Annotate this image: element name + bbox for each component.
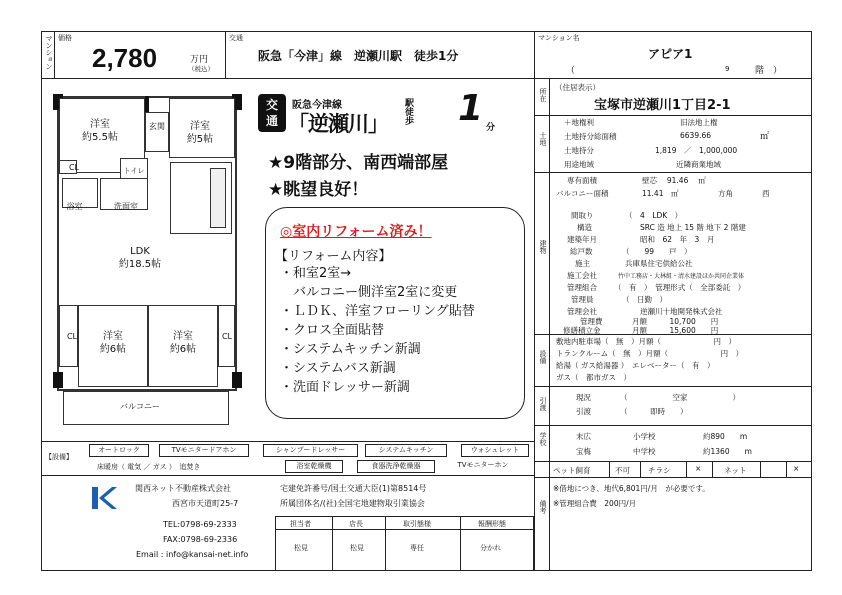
units: （ 99 戸 ） [622,247,692,256]
location-label: 所在 [539,88,547,102]
company-association: 所属団体名/(社)全国宅地建物取引業協会 [280,499,425,508]
pet-value: 不可 [615,466,630,475]
net-label: ネット [724,466,747,475]
built-label: 建築年月 [567,235,597,244]
room-balcony: バルコニー [120,402,160,411]
land-label: 土地 [539,132,547,146]
mansion-name-label: マンション名 [538,34,580,42]
remark-2: ※管理組合費 200円/月 [553,499,637,508]
room-ldk: LDK 約18.5帖 [118,246,162,270]
floor-number: 9 [725,65,730,73]
exclusive-area: 壁芯 91.46 ㎡ [642,176,706,185]
location-note: （住居表示） [555,83,600,92]
status: （ 空家 ） [620,393,740,402]
reform-item: ・クロス全面貼替 [280,323,385,338]
room-western-a: 洋室 約5.5帖 [82,119,118,143]
staff-header: 店長 [349,520,363,528]
builder: 竹中工務店・大林組・清水建設ほか共同企業体 [618,273,745,280]
land-share-label: 土地持分 [564,146,594,155]
net-value: × [793,464,800,473]
station-quote: 「逆瀬川」 [288,112,388,136]
reform-items [280,264,475,397]
direction-label: 方角 [718,189,733,198]
equip-shampoo: シャンプードレッサー [263,444,358,457]
facility-hotwater: 給湯（ ガス給湯器 ） エレベーター（ 有 ） [556,361,715,370]
equip-autolock: オートロック [89,444,149,457]
status-label: 現況 [576,393,591,402]
mgmt-staff-label: 管理員 [571,295,594,304]
land-share: 1,819 ／ 1,000,000 [655,146,738,155]
remarks-label: 備考 [539,500,547,514]
price-label: 価格 [58,34,72,42]
from-station: 駅徒歩 [403,98,413,125]
land-rights-label: ＋地権利 [564,118,594,127]
room-western-d: 洋室 約6帖 [169,331,197,355]
structure-label: 構造 [577,223,592,232]
equip-floor-heating: 床暖房（ 電気 ／ ガス ） 追焚き [97,463,201,471]
reform-item: バルコニー側洋室2室に変更 [280,285,458,300]
pet-label: ペット飼育 [553,466,591,475]
handover-time: （ 即時 ） [620,407,688,416]
price-tax: （税込） [188,65,214,73]
floor-close: 階 ） [755,66,783,76]
staff-value: 松見 [350,544,364,552]
flyer-value: × [695,464,702,473]
junior-school: 宝梅 [576,447,591,456]
staff-value: 分かれ [480,544,501,552]
room-cl2: CL [66,332,78,341]
reform-item: ・システムキッチン新調 [280,342,421,357]
staff-value: 専任 [410,544,424,552]
company-license: 宅建免許番号/国土交通大臣(1)第8514号 [280,484,427,493]
transport-badge [258,94,286,132]
feature-1: ★9階部分、南西端部屋 [268,153,449,173]
elem-distance: 約890 m [703,432,748,441]
company-logo [90,484,118,512]
price-value: 2,780 [92,43,158,73]
room-toilet: トイレ [123,167,145,175]
equip-tv-phone: TVモニターホン [457,461,509,469]
staff-value: 松見 [294,544,308,552]
remark-1: ※借地につき、地代6,801円/月 が必要です。 [553,484,710,493]
location-value: 宝塚市逆瀬川1丁目2-1 [594,98,731,113]
structure: SRC 造 地上 15 階 地下 2 階建 [640,223,746,232]
mgmt-fee-label: 管理費 [580,317,603,326]
land-area-label: 土地持分総面積 [564,132,617,141]
mgmt-staff: （ 日勤 ） [622,295,667,304]
walk-minutes: 1 [458,88,484,129]
zoning-label: 用途地域 [564,160,594,169]
equip-kitchen: システムキッチン [365,444,447,457]
facility-trunk: トランクルーム（ 無 ）月額（ 円 ） [556,349,744,358]
company-address: 西宮市天道町25-7 [172,499,239,508]
reform-item: ・和室2室→ [280,266,352,281]
room-cl1: CL [68,163,80,172]
mgmt-form-label: 管理組合 [567,283,597,292]
walk-unit: 分 [486,123,496,133]
land-rights: 旧法地上権 [680,118,718,127]
layout: （ 4 LDK ） [625,211,683,220]
handover-label: 引渡 [539,397,547,411]
room-bath: 浴室 [66,202,83,211]
badge-top: 交 [265,98,278,112]
land-area-unit: ㎡ [760,132,770,142]
building-label: 建物 [539,240,547,254]
staff-header: 報酬形態 [478,520,506,528]
mgmt-company-label: 管理会社 [567,307,597,316]
room-entrance: 玄関 [149,122,165,131]
handover-time-label: 引渡 [576,407,591,416]
seller-label: 施主 [575,259,590,268]
reform-header: 【リフォーム内容】 [275,249,392,264]
flyer-label: チラシ [648,466,671,475]
elem-type: 小学校 [633,432,656,441]
facility-parking: 敷地内駐車場（ 無 ）月額（ 円 ） [556,337,736,346]
company-name: 関西ネット不動産株式会社 [135,484,231,493]
facility-label: 設備 [539,350,547,364]
repair-fund-label: 修繕積立金 [563,326,601,335]
junior-distance: 約1360 m [703,447,752,456]
layout-label: 間取り [571,211,594,220]
room-western-c: 洋室 約6帖 [99,331,127,355]
room-western-b: 洋室 約5帖 [186,121,214,145]
equipment-label: 【設備】 [45,453,73,461]
reform-item: ・ＬＤＫ、洋室フローリング貼替 [280,304,475,319]
balcony-area: 11.41 ㎡ [642,189,679,198]
builder-label: 施工会社 [567,271,597,280]
price-unit: 万円 [190,55,209,65]
badge-bottom: 通 [265,114,278,128]
mgmt-company: 逆瀬川十地開発株式会社 [640,307,723,316]
balcony-area-label: バルコニー面積 [556,189,609,198]
zoning: 近隣商業地域 [676,160,721,169]
room-washroom: 洗面室 [114,202,138,211]
exclusive-area-label: 専有面積 [567,176,597,185]
equip-dishwasher: 食器洗浄乾燥器 [357,460,435,473]
line-name: 阪急今津線 [292,100,342,111]
equip-bath-dryer: 浴室乾燥機 [285,460,343,473]
floor-open: （ [566,66,576,76]
company-email: Email : info@kansai-net.info [136,550,249,559]
mansion-vertical-label: マンション [45,35,53,70]
seller: 兵庫県住宅供給公社 [625,259,693,268]
school-label: 学校 [539,432,547,446]
transport-label: 交通 [229,34,243,42]
facility-gas: ガス（ 都市ガス ） [556,373,631,382]
room-cl3: CL [221,332,233,341]
repair-fund: 月額 15,600 円 [632,326,719,335]
built: 昭和 62 年 3 月 [640,235,715,244]
mgmt-fee: 月額 10,700 円 [632,317,719,326]
company-tel: TEL:0798-69-2333 [163,520,237,529]
mgmt-form: （ 有 ） 管理形式（ 全部委託 ） [614,283,746,292]
staff-header: 取引態様 [403,520,431,528]
reform-title: ◎室内リフォーム済み！ [280,224,432,240]
direction: 西 [762,189,770,198]
junior-type: 中学校 [633,447,656,456]
reform-item: ・洗面ドレッサー新調 [280,380,410,395]
equip-washlet: ウォシュレット [461,444,529,457]
header-divider [41,78,812,79]
reform-item: ・システムバス新調 [280,361,396,376]
elem-school: 末広 [576,432,591,441]
feature-2: ★眺望良好！ [268,180,369,200]
company-fax: FAX:0798-69-2336 [163,535,238,544]
staff-header: 担当者 [290,520,311,528]
mansion-name: アピア1 [648,47,693,61]
station-text: 阪急「今津」線 逆瀬川駅 徒歩1分 [258,49,459,63]
land-area: 6639.66 [680,131,712,140]
equip-tv-door: TVモニタードアホン [159,444,249,457]
units-label: 総戸数 [570,247,593,256]
